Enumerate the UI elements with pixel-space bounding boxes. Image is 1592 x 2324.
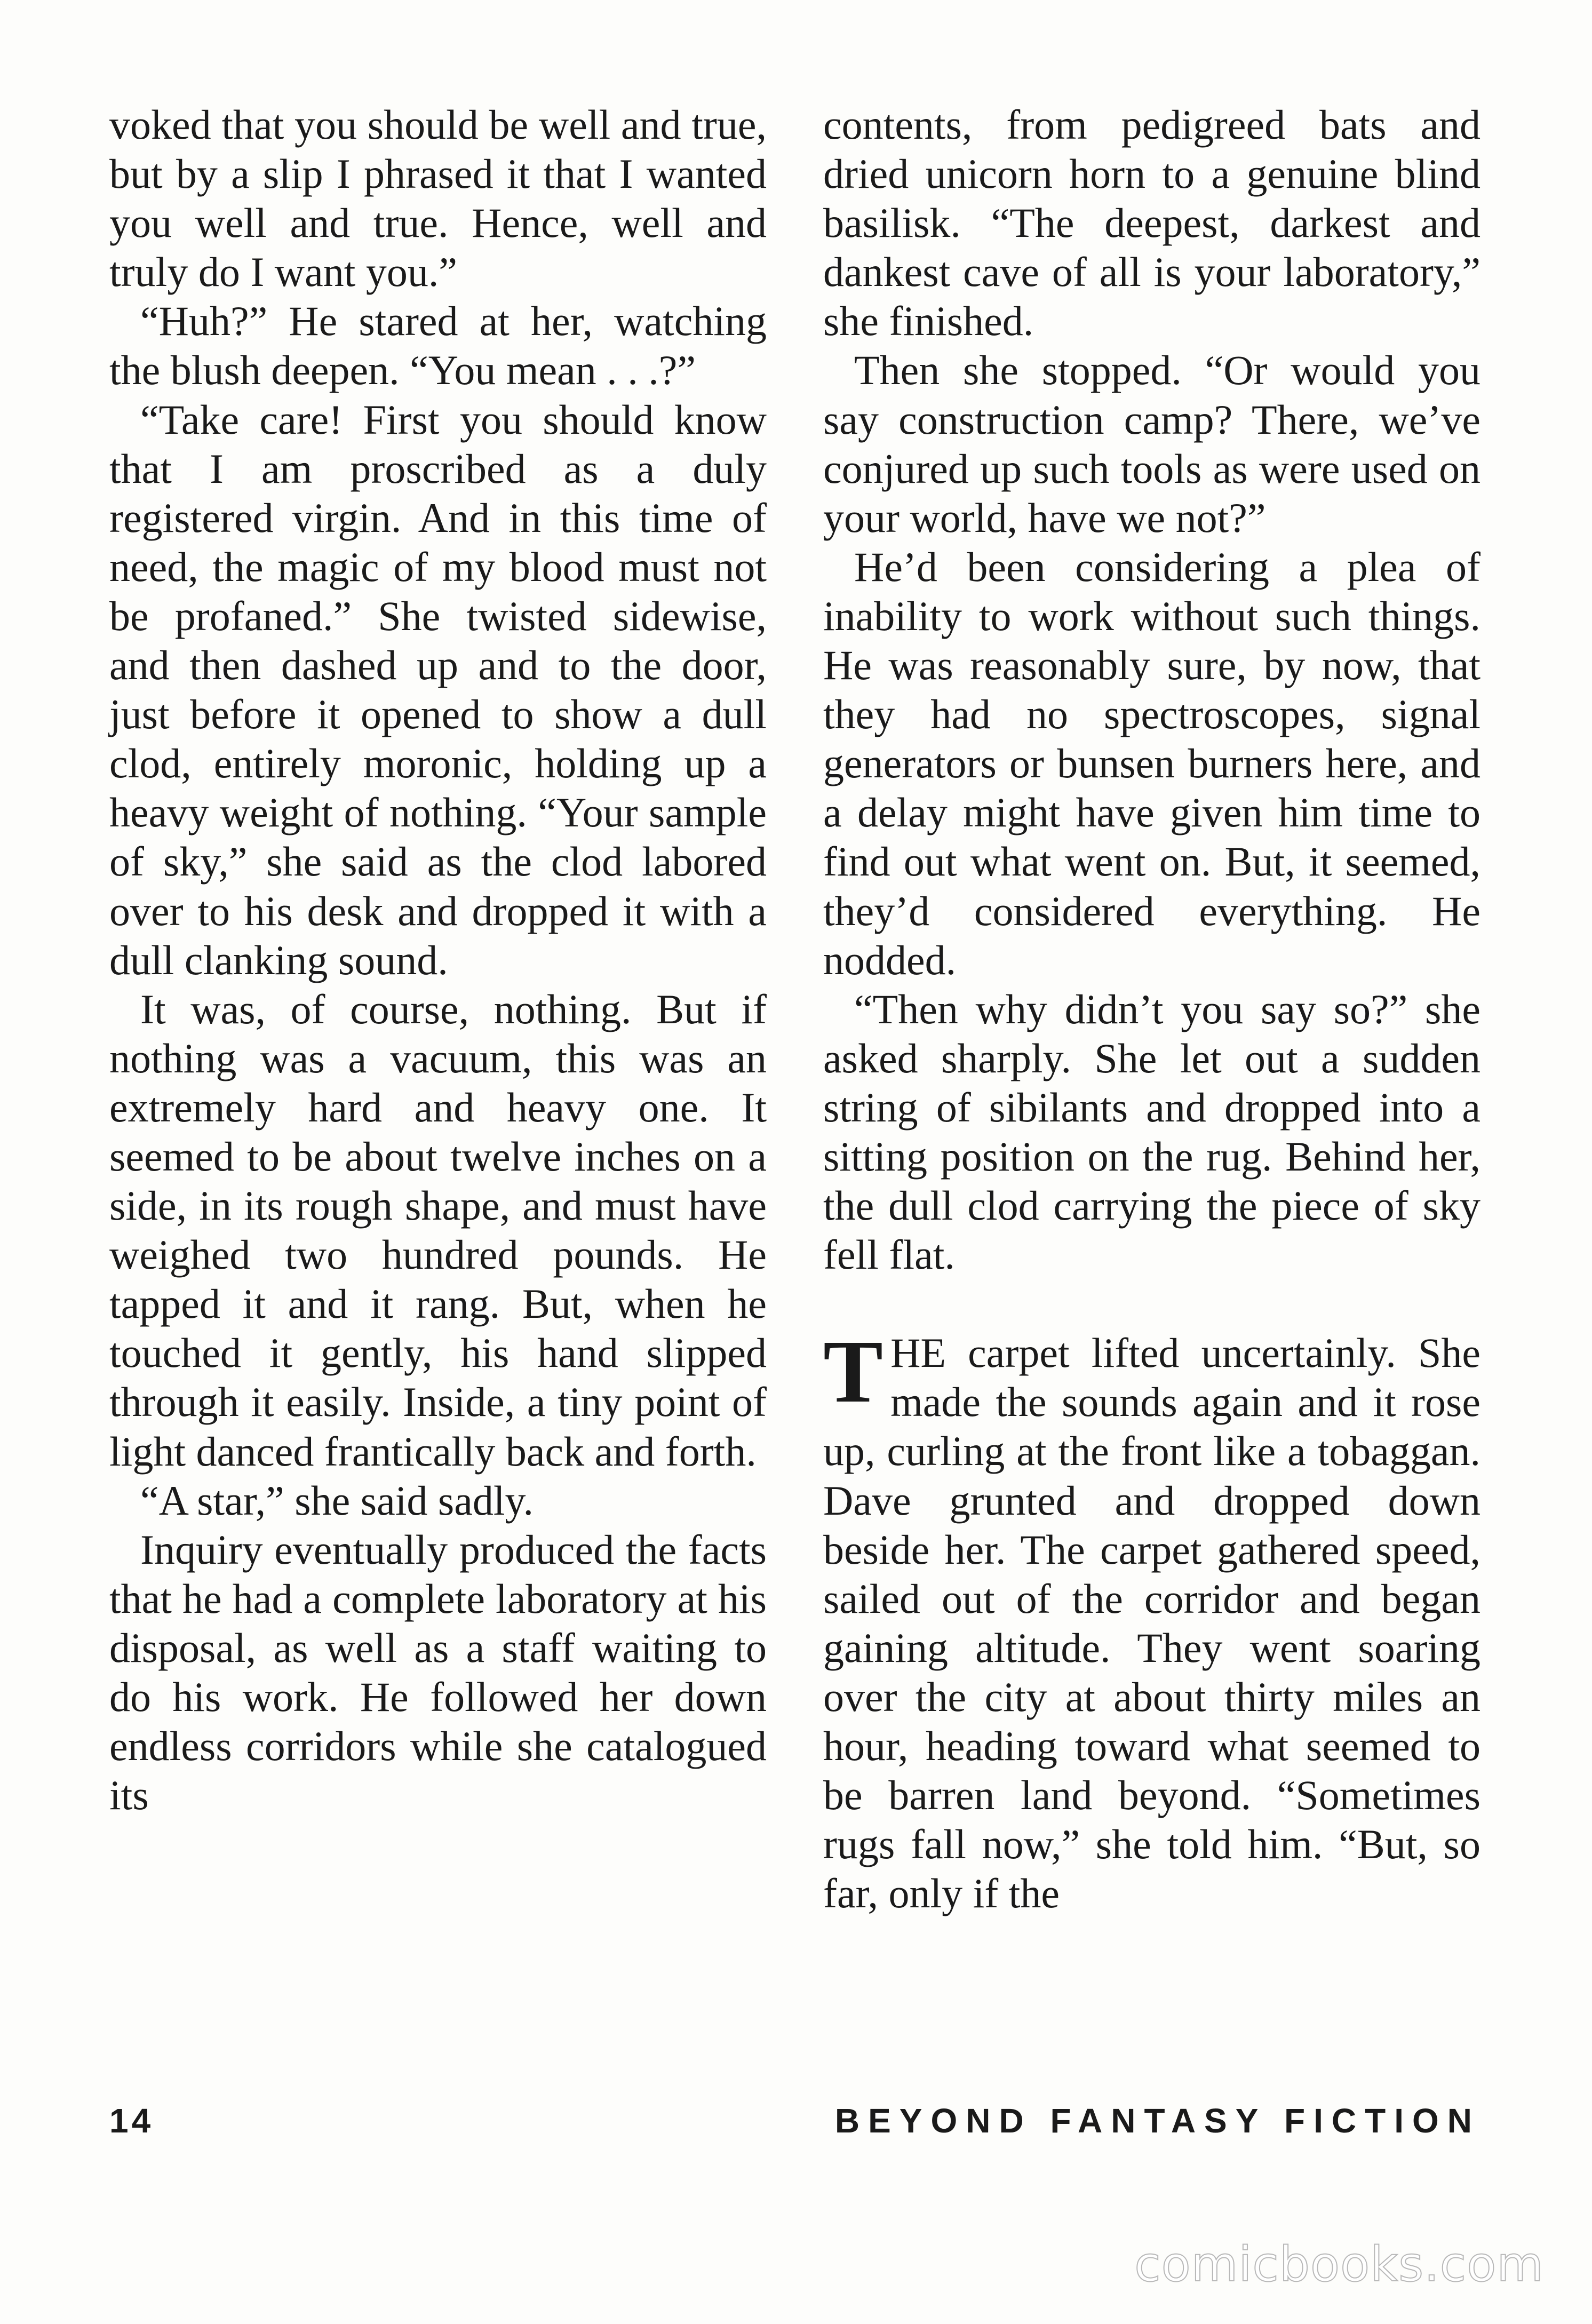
page-number: 14 <box>109 2102 154 2140</box>
section-first-word: HE <box>890 1330 946 1376</box>
page-footer <box>109 2101 1480 2149</box>
section-text: carpet lifted uncertainly. She made the sounds again and it rose up, curling at the front like a tobaggan. Dave grunted and dropped down beside her. The carpet gathered speed, sailed out of the corridor and began gaining altitude. They went soaring over the city at about thirty miles an hour, heading toward what seemed to be barren land beyond. “Sometimes rugs fall now,” she told him. “But, so far, only if the <box>823 1330 1480 1917</box>
paragraph: He’d been considering a plea of inability to work without such things. He was reasonably sure, by now, that they had no spectroscopes, signal generators or bunsen burners here, and a delay might have given him time to find out what went on. But, it seemed, they’d considered everything. He nodded. <box>823 543 1480 983</box>
left-text-column <box>109 100 767 1820</box>
drop-cap: T <box>823 1322 883 1422</box>
paragraph: “Huh?” He stared at her, watching the blush deepen. “You mean . . .?” <box>109 298 767 394</box>
paragraph: It was, of course, nothing. But if nothing was a vacuum, this was an extremely hard and heavy one. It seemed to be about twelve inches on a side, in its rough shape, and must have weighed two hundred pounds. He tapped it and it rang. But, when he touched it gently, his hand slipped through it easily. Inside, a tiny point of light danced frantically back and forth. <box>109 985 767 1475</box>
paragraph: Inquiry eventually produced the facts that he had a complete laboratory at his disposal, as well as a staff waiting to do his work. He followed her down endless corridors while she catalogued its <box>109 1526 767 1819</box>
paragraph: “A star,” she said sadly. <box>140 1477 534 1524</box>
paragraph: contents, from pedigreed bats and dried unicorn horn to a genuine blind basilisk. “The deepest, darkest and dankest cave of all is your laboratory,” she finished. <box>823 101 1480 345</box>
paragraph: “Take care! First you should know that I am proscribed as a duly registered virgin. And in this time of need, the magic of my blood must not be profaned.” She twisted sidewise, and then dashed up and to the door, just before it opened to show a dull clod, entirely moronic, holding up a heavy weight of nothing. “Your sample of sky,” she said as the clod labored over to his desk and dropped it with a dull clanking sound. <box>109 396 767 983</box>
right-text-column <box>823 100 1480 1918</box>
paragraph: Then she stopped. “Or would you say construction camp? There, we’ve conjured up such tools as were used on your world, have we not?” <box>823 347 1480 541</box>
paragraph: “Then why didn’t you say so?” she asked sharply. She let out a sudden string of sibilants and dropped into a sitting position on the rug. Behind her, the dull clod carrying the piece of sky fell flat. <box>823 985 1480 1278</box>
running-title: BEYOND FANTASY FICTION <box>834 2102 1480 2140</box>
paragraph: voked that you should be well and true, but by a slip I phrased it that I wanted you well and true. Hence, well and truly do I want you.” <box>109 101 767 296</box>
watermark: comicbooks.com <box>1134 2237 1544 2293</box>
section-paragraph <box>823 1322 1480 1918</box>
